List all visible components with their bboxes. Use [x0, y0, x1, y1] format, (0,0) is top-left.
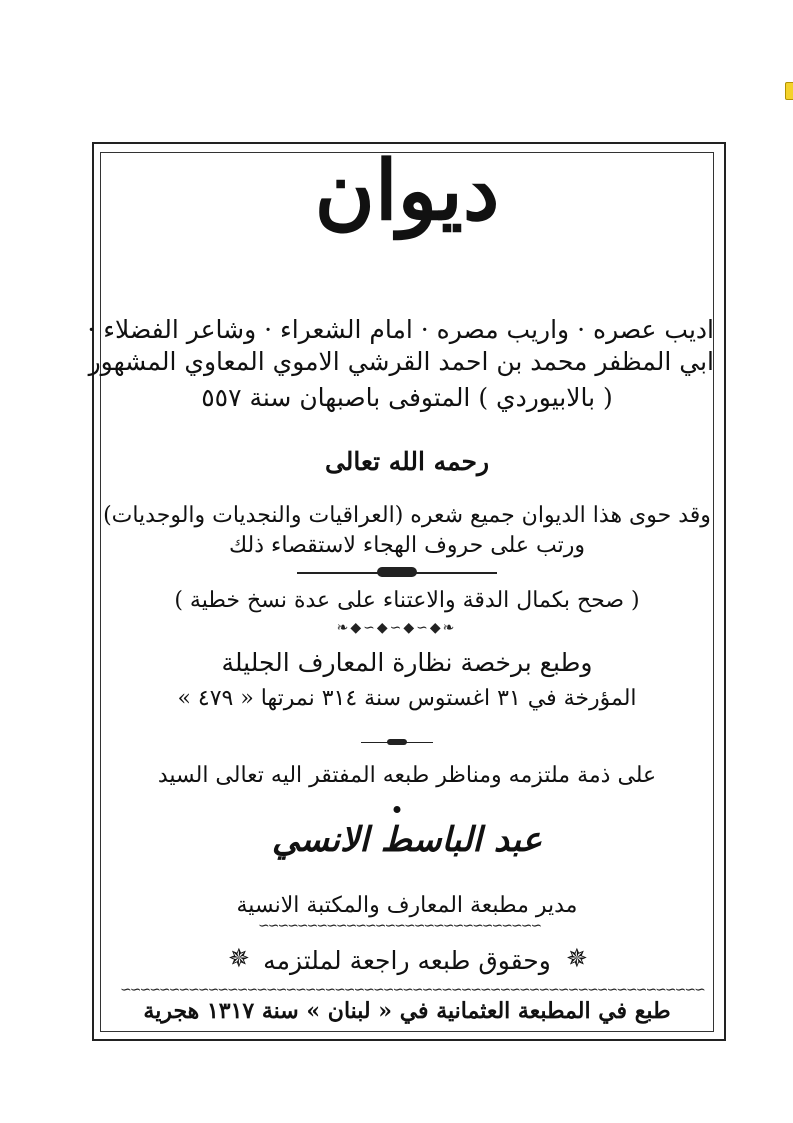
wavy-border-line: ∽∽∽∽∽∽∽∽∽∽∽∽∽∽∽∽∽∽∽∽∽∽∽∽∽∽∽∽∽∽∽∽∽∽∽∽∽∽∽∽∽∽∽∽∽∽∽∽∽∽∽∽∽∽∽∽∽∽∽∽ [120, 982, 704, 998]
blessing: رحمه الله تعالى [324, 447, 490, 476]
wavy-divider: ∽∽∽∽∽∽∽∽∽∽∽∽∽∽∽∽∽∽∽∽∽∽∽∽∽∽∽∽∽ [258, 918, 541, 934]
dot-ornament [393, 806, 400, 813]
note-marker-icon[interactable] [785, 82, 793, 100]
license-note: وطبع برخصة نظارة المعارف الجليلة [221, 648, 593, 677]
edition-note: ( صحح بكمال الدقة والاعتناء على عدة نسخ خطية ) [174, 588, 640, 613]
publisher-name: عبد الباسط الانسي [271, 820, 543, 860]
book-title: ديوان [314, 143, 500, 239]
author-epithets: اديب عصره · واريب مصره · امام الشعراء · وشاعر الفضلاء · [87, 315, 714, 344]
printing-info: طبع في المطبعة العثمانية في « لبنان » سنة ١٣١٧ هجرية [143, 998, 671, 1024]
license-date: المؤرخة في ٣١ اغستوس سنة ٣١٤ نمرتها « ٤٧٩ » [177, 686, 637, 711]
arrangement-note: ورتب على حروف الهجاء لاستقصاء ذلك [229, 533, 585, 558]
rights-note: وحقوق طبعه راجعة لملتزمه [263, 946, 551, 975]
publisher-intro: على ذمة ملتزمه ومناظر طبعه المفتقر اليه تعالى السيد [157, 763, 657, 788]
contents-description: وقد حوى هذا الديوان جميع شعره (العراقيات والنجديات والوجديات) [103, 503, 711, 528]
author-name: ابي المظفر محمد بن احمد القرشي الاموي المعاوي المشهور [88, 347, 714, 376]
publisher-title: مدير مطبعة المعارف والمكتبة الانسية [236, 893, 578, 918]
ornament-divider [297, 568, 497, 578]
author-nisba-death: ( بالابيوردي ) المتوفى باصبهان سنة ٥٥٧ [201, 383, 613, 412]
star-ornament-icon: ✵ [566, 944, 588, 974]
ornament-flourish: ❧◆∽◆∽◆∽◆❧ [336, 620, 457, 636]
small-divider [361, 740, 433, 746]
star-ornament-icon: ✵ [228, 944, 250, 974]
